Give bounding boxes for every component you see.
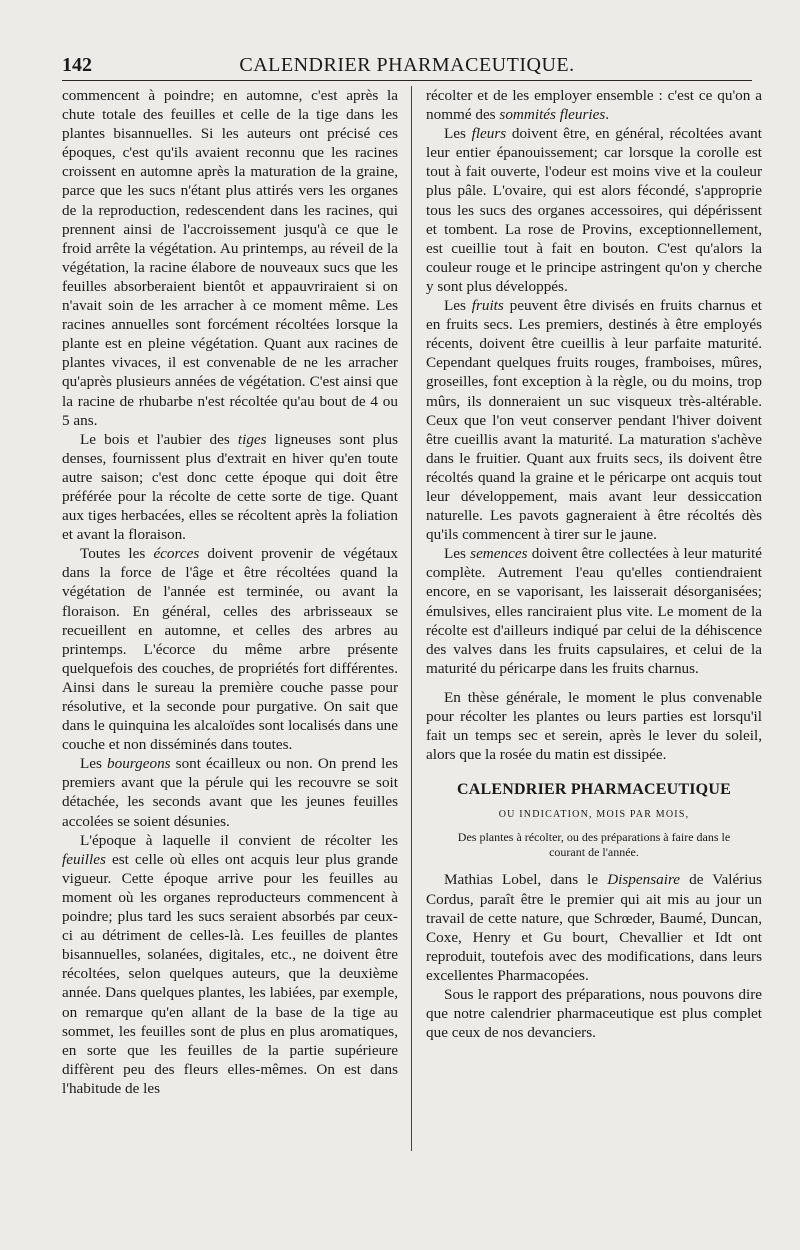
header-rule — [62, 80, 752, 81]
right-column — [426, 86, 762, 1042]
italic-term: fleurs — [471, 125, 507, 143]
running-title: CALENDRIER PHARMACEUTIQUE. — [239, 53, 575, 76]
italic-term: fruits — [471, 297, 504, 315]
page-number: 142 — [62, 53, 92, 76]
paragraph-barks: Toutes les écorces doivent provenir de végétaux dans la force de l'âge et être récoltées quand la végétation de l'année est terminée, ou avant la floraison. En général, celles des arbrisseaux se recueillent en automne, et celles des arbres au printemps. L'écorce du même arbre présente quelquefois des couches, de propriétés fort différentes. Ainsi dans le sureau la première couche passe pour résolutive, et la seconde pour purgative. On sait que dans le quinquina les alcaloïdes sont localisés dans une couche et non disséminés dans toutes. — [62, 545, 398, 754]
section-title: CALENDRIER PHARMACEUTIQUE — [457, 781, 731, 799]
paragraph-leaves-continued: récolter et de les employer ensemble : c'est ce qu'on a nommé des sommités fleuries. — [426, 87, 762, 124]
left-column — [62, 86, 398, 1098]
italic-term: feuilles — [62, 850, 106, 868]
paragraph-buds: Les bourgeons sont écailleux ou non. On prend les premiers avant que la pérule qui les recouvre se soit détachée, les seconds avant que les jeunes feuilles accolées se soient désunies. — [62, 755, 399, 830]
italic-term: tiges — [237, 430, 267, 448]
paragraph-lobel: Mathias Lobel, dans le Dispensaire de Valérius Cordus, paraît être le premier qui ait mis au jour un travail de cette nature, que Schrœder, Baumé, Duncan, Coxe, Henry et Gu bourt, Chevallier et Idt ont reproduit, toutefois avec des modifications, dans leurs excellentes Pharmacopées. — [426, 871, 762, 984]
italic-term: bourgeons — [107, 755, 171, 773]
paragraph-roots-continued: commencent à poindre; en automne, c'est après la chute totale des feuilles et celle de la tige dans les plantes bisannuelles. Si les auteurs ont précisé ces époques, c'est qu'ils avaient reconnu que les racines croissent en automne après la maturation de la graine, parce que les sucs n'étant plus attirés vers les organes de la reproduction, redescendent dans les racines, qui prennent ainsi de l'accroissement jusqu'à ce que le froid arrête la végétation. Au printemps, au réveil de la végétation, la racine élabore de nouveaux sucs que les feuilles absorberaient bientôt et appauvriraient si on n'avait soin de les arracher à ce moment même. Les racines annuelles sont forcément récoltées lorsque la plante est en pleine végétation. Quant aux racines de plantes vivaces, il est convenable de ne les arracher qu'après plusieurs années de végétation. C'est ainsi que la racine de rhubarbe n'est récoltée qu'au bout de 4 ou 5 ans. — [62, 87, 398, 429]
column-divider — [411, 86, 412, 1151]
page-header — [62, 50, 752, 80]
paragraph-fruits: Les fruits peuvent être divisés en fruits charnus et en fruits secs. Les premiers, destinés à être employés récents, doivent être cueillis à leur parfaite maturité. Cependant quelques fruits rouges, framboises, mûres, groseilles, font exception à la règle, ou du moins, trop mûrs, ils donneraient un suc visqueux très-altérable. Ceux que l'on veut conserver pendant l'hiver doivent être cueillis avant la maturité. La maturation s'achève dans le fruitier. Quant aux fruits secs, ils doivent être récoltés quand la graine et le péricarpe ont acquis tout leur développement, mais avant leur dessiccation naturelle. Les pavots gagneraient à être récoltés dès qu'ils commencent à tirer sur le jaune. — [426, 297, 762, 544]
paragraph-general-rule: En thèse générale, le moment le plus convenable pour récolter les plantes ou leurs parties est lorsqu'il fait un temps sec et serein, après le lever du soleil, alors que la rosée du matin est dissipée. — [426, 688, 762, 764]
section-subtitle: OU INDICATION, MOIS PAR MOIS, — [498, 809, 690, 821]
section-description: Des plantes à récolter, ou des préparations à faire dans le courant de l'année. — [457, 830, 731, 860]
paragraph-stems: Le bois et l'aubier des tiges ligneuses sont plus denses, fournissent plus d'extrait en hiver qu'en toute autre saison; c'est donc cette époque qui doit être préférée pour la récolte de cette sorte de tige. Quant aux tiges herbacées, elles se récoltent après la foliation et avant la floraison. — [62, 430, 398, 544]
italic-term: écorces — [153, 545, 200, 563]
italic-term: semences — [470, 545, 528, 563]
paragraph-preparations: Sous le rapport des préparations, nous pouvons dire que notre calendrier pharmaceutique est plus complet que ceux de nos devanciers. — [426, 986, 762, 1042]
paragraph-flowers: Les fleurs doivent être, en général, récoltées avant leur entier épanouissement; car lorsque la corolle est tout à fait ouverte, l'odeur est moins vive et la couleur plus pâle. L'ovaire, qui est alors fécondé, s'approprie tous les sucs des organes accessoires, qui dépérissent et tombent. La rose de Provins, exceptionnellement, est cueillie tout à fait en bouton. C'est qu'alors la couleur rouge et le principe astringent qu'on y cherche y sont plus développés. — [426, 125, 762, 295]
italic-term: sommités fleuries — [499, 106, 606, 124]
italic-term: Dispensaire — [607, 871, 681, 889]
paragraph-seeds: Les semences doivent être collectées à leur maturité complète. Autrement l'eau qu'elles contiendraient encore, en se vaporisant, les laisserait désorganisées; émulsives, elles ranciraient plus vite. Le moment de la récolte est d'ailleurs indiqué par celui de la déhiscence des valves dans les fruits capsulaires, et celui de la maturité du péricarpe dans les fruits charnus. — [426, 545, 762, 677]
paragraph-leaves: L'époque à laquelle il convient de récolter les feuilles est celle où elles ont acquis leur plus grande vigueur. Cette époque arrive pour les feuilles au moment où les organes reproducteurs commencent à poindre; plus tard les sucs seraient absorbés par ceux-ci au détriment de celles-là. Les feuilles de plantes bisannuelles, solanées, digitales, etc., ne doivent être récoltées, selon quelques auteurs, que la deuxième année. Dans quelques plantes, les labiées, par exemple, on remarque qu'en allant de la base de la tige au sommet, les feuilles sont de plus en plus aromatiques, en sorte que les feuilles de la partie supérieure diffèrent peu des fleurs elles-mêmes. On est dans l'habitude de les — [62, 831, 398, 1097]
